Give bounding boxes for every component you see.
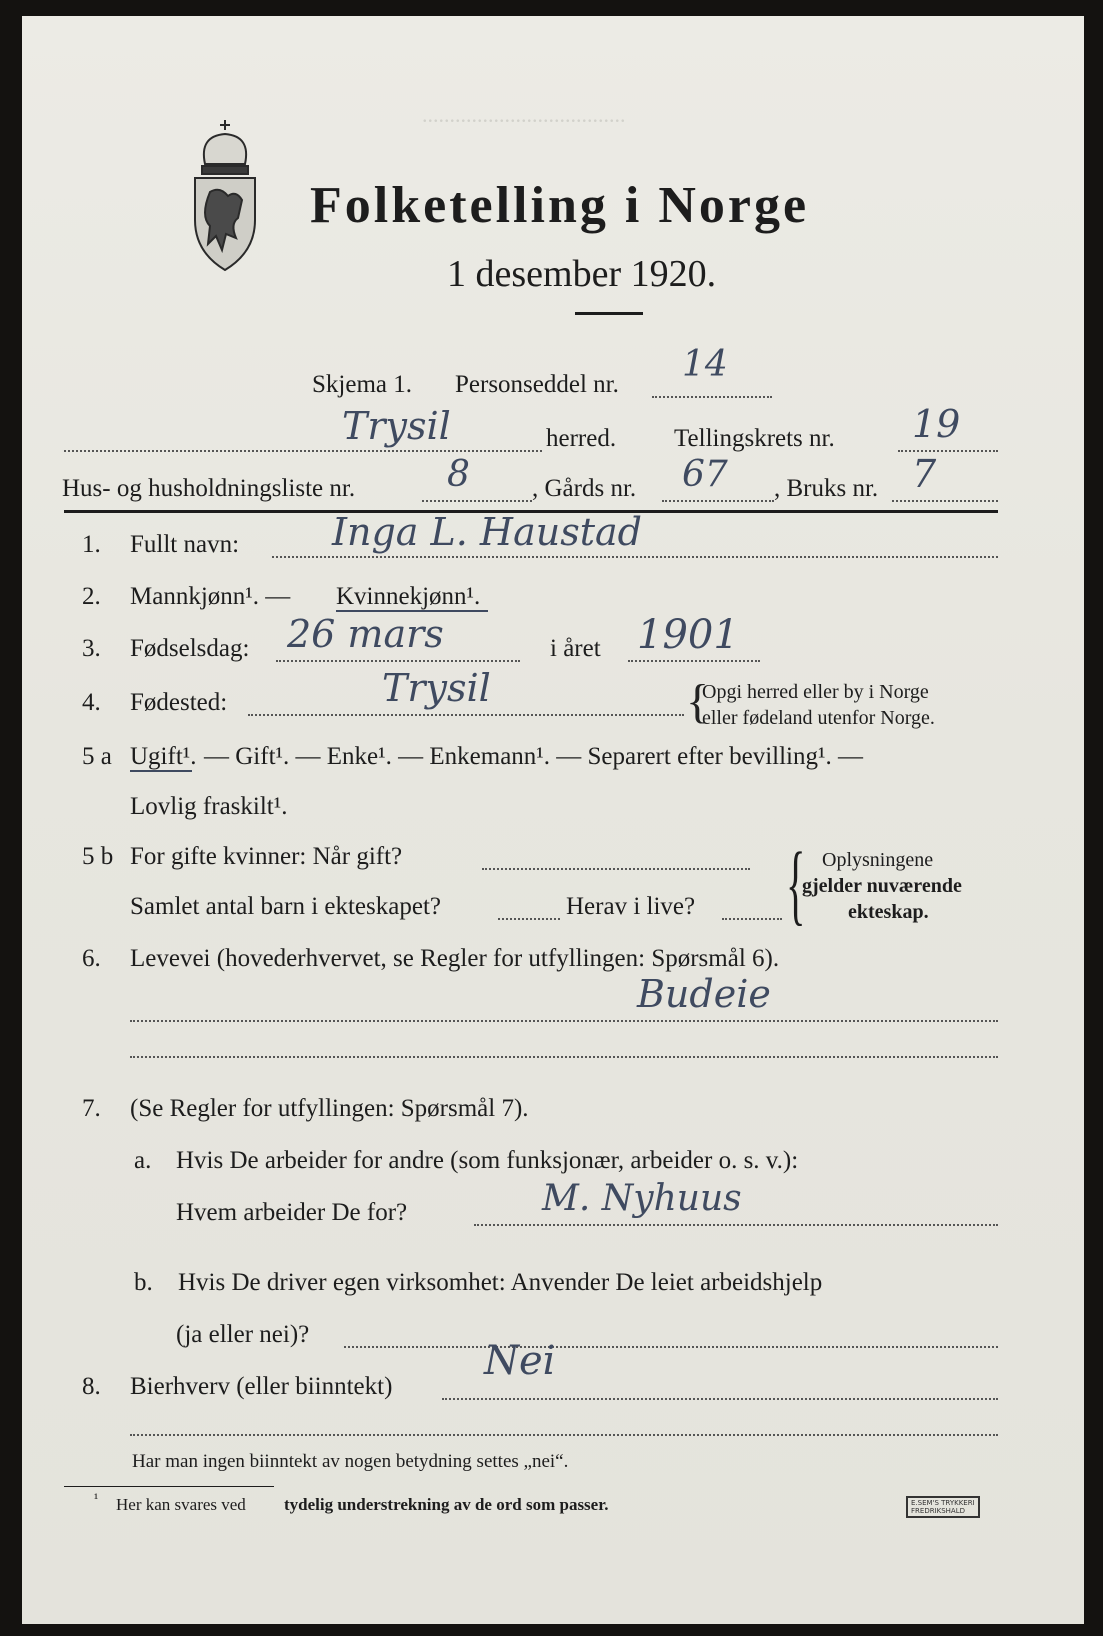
q4-label: Fødested: (130, 689, 228, 716)
q5a-underline (130, 770, 192, 772)
q1-line (272, 556, 998, 558)
q5a-ugift: Ugift¹. (130, 743, 197, 770)
q3-label: Fødselsdag: (130, 635, 250, 662)
q7b-line1: Hvis De driver egen virksomhet: Anvender De leiet arbeidshjelp (178, 1269, 823, 1296)
q4-line (248, 714, 684, 716)
q3-year-label: i året (550, 635, 601, 662)
printer-line-2: FREDRIKSHALD (911, 1507, 966, 1515)
hus-value: 8 (447, 454, 470, 495)
q5b-note-3: ekteskap. (848, 901, 929, 923)
bottom-note: Har man ingen biinntekt av nogen betydning settes „nei“. (132, 1451, 569, 1472)
hus-line (422, 500, 532, 502)
personseddel-line (652, 396, 772, 398)
q5b-note-1: Oplysningene (822, 849, 934, 871)
q3-value: 26 mars (287, 612, 444, 656)
q8-label: Bierhverv (eller biinntekt) (130, 1373, 393, 1400)
q2-male: Mannkjønn¹. — (130, 583, 291, 610)
q8-line-2 (130, 1434, 998, 1436)
q5b-married-line (482, 868, 750, 870)
herred-label: herred. (546, 425, 617, 452)
bruks-value: 7 (912, 452, 937, 496)
q7a-line2: Hvem arbeider De for? (176, 1199, 408, 1226)
q8-line-1 (442, 1398, 998, 1400)
footnote-rule (64, 1486, 274, 1487)
q3-line (276, 660, 520, 662)
q8-value: Nei (484, 1338, 556, 1384)
bruks-label: , Bruks nr. (774, 475, 879, 502)
q4-number: 4. (82, 689, 101, 716)
printer-stamp (906, 1496, 980, 1518)
q3-year-value: 1901 (637, 612, 739, 658)
gards-line (662, 500, 774, 502)
q7-number: 7. (82, 1095, 101, 1122)
q7-label: (Se Regler for utfyllingen: Spørsmål 7). (130, 1095, 529, 1122)
personseddel-value: 14 (682, 344, 728, 385)
coat-of-arms-icon (180, 116, 270, 274)
q7b-line (344, 1346, 998, 1348)
printer-line-1: E.SEM'S TRYKKERI (911, 1499, 975, 1507)
q3-number: 3. (82, 635, 101, 662)
personseddel-label: Personseddel nr. (455, 371, 619, 398)
q5a-number: 5 a (82, 743, 112, 770)
gards-label: , Gårds nr. (532, 475, 637, 502)
herred-line (64, 450, 542, 452)
census-date: 1 desember 1920. (447, 253, 717, 295)
footnote-bold: tydelig understrekning av de ord som passer. (284, 1495, 609, 1514)
q5b-note-2: gjelder nuværende (802, 875, 962, 897)
q5b-line1: For gifte kvinner: Når gift? (130, 843, 403, 870)
q6-number: 6. (82, 945, 101, 972)
q4-note-2: eller fødeland utenfor Norge. (702, 707, 935, 729)
q1-number: 1. (82, 531, 101, 558)
q7a-line1: Hvis De arbeider for andre (som funksjonær, arbeider o. s. v.): (176, 1147, 799, 1174)
q6-line-1 (130, 1020, 998, 1022)
q5b-alive-label: Herav i live? (566, 893, 696, 920)
q4-brace: { (686, 675, 710, 728)
tellingskrets-label: Tellingskrets nr. (674, 425, 835, 452)
q5a-options: — Gift¹. — Enke¹. — Enkemann¹. — Separert efter bevilling¹. — (204, 743, 863, 770)
bruks-line (892, 500, 998, 502)
form-title: Folketelling i Norge (310, 177, 810, 234)
q6-value: Budeie (637, 972, 771, 1016)
q2-number: 2. (82, 583, 101, 610)
footnote-text: Her kan svares ved (116, 1495, 246, 1514)
q4-value: Trysil (382, 666, 491, 710)
q5b-children-label: Samlet antal barn i ekteskapet? (130, 893, 441, 920)
tellingskrets-value: 19 (912, 402, 961, 446)
q1-label: Fullt navn: (130, 531, 240, 558)
q5b-brace: { (786, 835, 806, 934)
hus-label: Hus- og husholdningsliste nr. (62, 475, 356, 502)
q8-number: 8. (82, 1373, 101, 1400)
q7a-line (474, 1224, 998, 1226)
q6-line-2 (130, 1056, 998, 1058)
q4-note-1: Opgi herred eller by i Norge (702, 681, 929, 703)
footnote-mark: ¹ (94, 1492, 99, 1507)
census-form-sheet (22, 16, 1084, 1624)
gards-value: 67 (682, 454, 728, 495)
q7a-letter: a. (134, 1147, 152, 1174)
q1-value: Inga L. Haustad (332, 510, 642, 554)
q5a-line2: Lovlig fraskilt¹. (130, 793, 288, 820)
q2-female: Kvinnekjønn¹. (336, 583, 481, 610)
q7a-value: M. Nyhuus (542, 1178, 742, 1219)
bleed-through-text: ..................................... (422, 102, 626, 127)
title-divider (575, 312, 643, 315)
q7b-letter: b. (134, 1269, 153, 1296)
q3-year-line (628, 660, 760, 662)
q5b-number: 5 b (82, 843, 114, 870)
herred-value: Trysil (342, 404, 451, 448)
q7b-line2: (ja eller nei)? (176, 1321, 310, 1348)
q5b-children-line (498, 918, 560, 920)
schema-label: Skjema 1. (312, 371, 412, 398)
q5b-alive-line (722, 918, 782, 920)
q6-label: Levevei (hovederhvervet, se Regler for utfyllingen: Spørsmål 6). (130, 945, 780, 972)
